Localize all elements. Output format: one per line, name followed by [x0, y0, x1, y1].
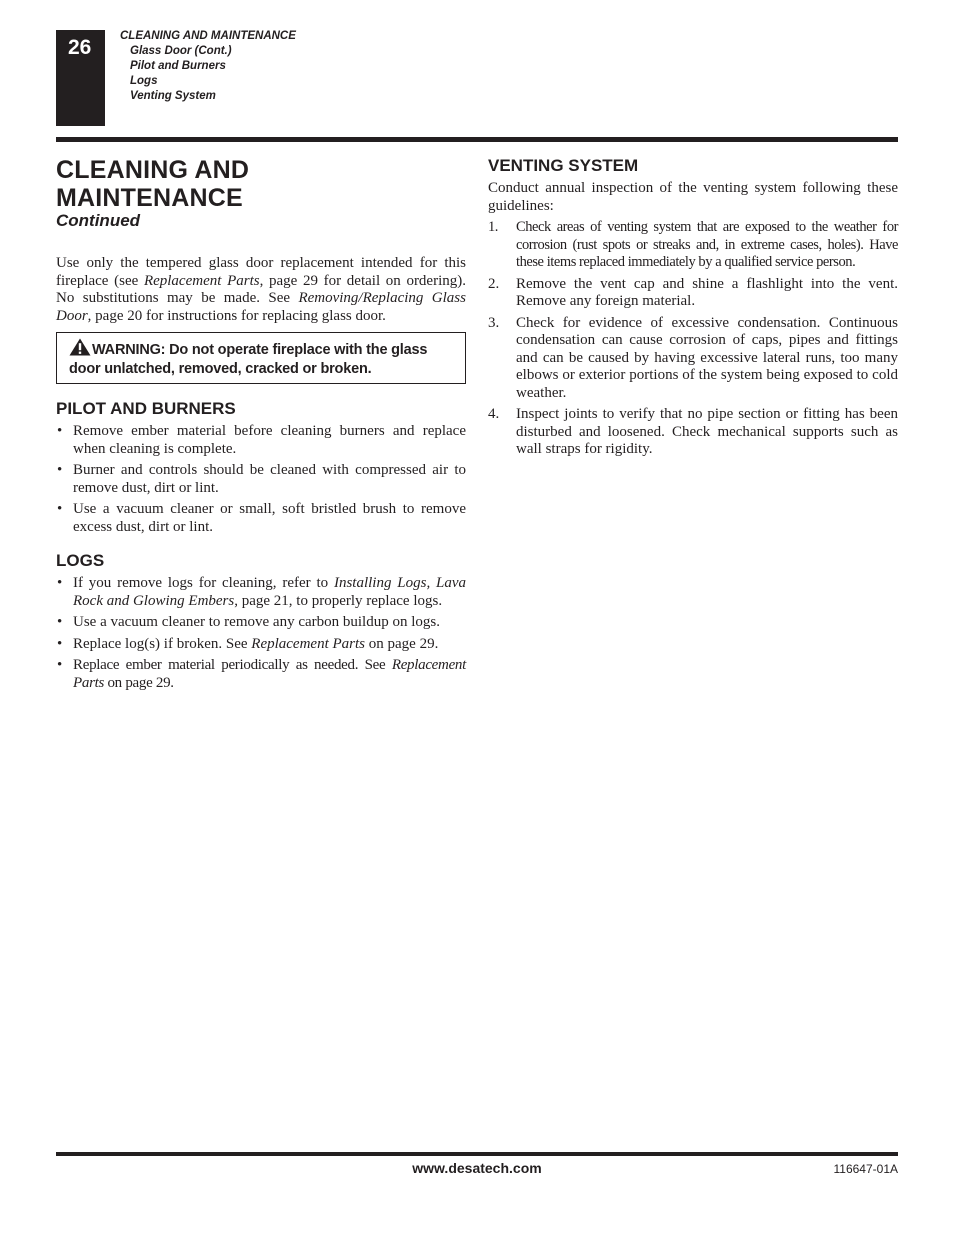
toc-item: Glass Door (Cont.)	[130, 45, 232, 57]
list-item-text: Burner and controls should be cleaned with compressed air to remove dust, dirt or lint.	[73, 462, 466, 496]
list-item: • Remove ember material before cleaning burners and replace when cleaning is complete.	[57, 423, 466, 457]
pilot-heading: PILOT AND BURNERS	[56, 399, 236, 418]
list-item-text: Use a vacuum cleaner to remove any carbon buildup on logs.	[73, 614, 440, 630]
list-item-text: Use a vacuum cleaner or small, soft bristled brush to remove excess dust, dirt or lint.	[73, 501, 466, 535]
logs-heading: LOGS	[56, 551, 105, 570]
warning-text: WARNING: Do not operate fireplace with the glass door unlatched, removed, cracked or broken.	[69, 342, 428, 377]
list-item-text: Check areas of venting system that are exposed to the weather for corrosion (rust spots or streaks and, in extreme cases, holes). Have these items replaced immediately by a qualified service person.	[516, 219, 898, 270]
logs-list	[56, 575, 466, 692]
list-item-text: Replace log(s) if broken. See	[73, 635, 252, 652]
list-item-text: Remove ember material before cleaning burners and replace when cleaning is complete.	[73, 423, 466, 457]
list-item-text: Inspect joints to verify that no pipe section or fitting has been disturbed and loosened. Check mechanical supports such as wall straps for rigidity.	[516, 406, 898, 457]
intro-paragraph	[56, 255, 466, 325]
page-title-line: CLEANING AND	[56, 156, 250, 184]
document-code: 116647-01A	[833, 1162, 898, 1176]
left-column	[56, 156, 466, 696]
list-item-ref: Replacement Parts	[73, 657, 466, 691]
header-toc	[120, 29, 296, 104]
right-column	[488, 156, 898, 463]
intro-text: Use only the tempered glass door replacement intended for this fireplace (see	[56, 255, 466, 289]
list-item	[488, 276, 898, 311]
intro-ref: Removing/Replacing Glass Door	[56, 290, 466, 324]
intro-ref: Replacement Parts	[143, 272, 260, 289]
list-item-ref: Replacement Parts	[251, 635, 365, 652]
list-item	[488, 219, 898, 272]
list-item: • Replace log(s) if broken. See Replacement Parts on page 29.	[57, 635, 439, 652]
list-item-text: Check for evidence of excessive condensation. Continuous condensation can cause corrosion of caps, pipes and fittings and can be caused by having excessive lateral runs, too many elbows or exterior portions of the system being exposed to cold weather.	[516, 314, 898, 401]
toc-item: Venting System	[130, 90, 216, 102]
list-item-text: on page 29.	[365, 635, 439, 652]
venting-list	[488, 219, 898, 459]
list-item	[488, 406, 898, 459]
list-number: 1.	[488, 219, 498, 235]
list-item: • Use a vacuum cleaner or small, soft bristled brush to remove excess dust, dirt or lint.	[57, 501, 466, 535]
page-subtitle: Continued	[56, 211, 141, 230]
footer-url[interactable]: www.desatech.com	[412, 1160, 542, 1176]
list-number: 3.	[488, 314, 500, 331]
list-number: 4.	[488, 406, 500, 422]
list-item-text: Replace ember material periodically as needed. See	[73, 657, 392, 673]
list-item-ref: Installing Logs, Lava Rock and Glowing Embers	[73, 575, 466, 609]
toc-item: Pilot and Burners	[130, 60, 226, 72]
page-number-box	[56, 30, 105, 126]
list-item: • Replace ember material periodically as needed. See Replacement Parts on page 29.	[57, 657, 466, 691]
pilot-list	[56, 423, 466, 536]
list-item: • If you remove logs for cleaning, refer to Installing Logs, Lava Rock and Glowing Embers, page 21, to properly replace logs.	[57, 575, 466, 609]
intro-text: , page 29 for detail on ordering). No substitutions may be made. See	[56, 272, 467, 306]
page-title-line: MAINTENANCE	[56, 184, 243, 212]
list-item-text: on page 29.	[104, 674, 174, 691]
list-item: • Use a vacuum cleaner to remove any carbon buildup on logs.	[57, 614, 440, 630]
warning-icon	[69, 338, 91, 356]
toc-title: CLEANING AND MAINTENANCE	[120, 30, 296, 42]
page-title	[56, 156, 466, 212]
list-number: 2.	[488, 275, 500, 292]
list-item-text: If you remove logs for cleaning, refer to	[73, 575, 334, 591]
intro-text: , page 20 for instructions for replacing glass door.	[87, 307, 386, 324]
venting-intro: Conduct annual inspection of the venting system following these guidelines:	[488, 180, 898, 214]
list-item: • Burner and controls should be cleaned with compressed air to remove dust, dirt or lint.	[57, 462, 466, 496]
toc-item: Logs	[130, 75, 158, 87]
venting-heading: VENTING SYSTEM	[488, 156, 639, 175]
top-rule	[56, 137, 898, 142]
page-number: 26	[68, 36, 92, 59]
list-item-text: Remove the vent cap and shine a flashlight into the vent. Remove any foreign material.	[516, 275, 898, 309]
list-item-text: , page 21, to properly replace logs.	[234, 592, 443, 609]
list-item	[488, 315, 898, 403]
bottom-rule	[56, 1152, 898, 1156]
warning-box	[56, 332, 466, 384]
